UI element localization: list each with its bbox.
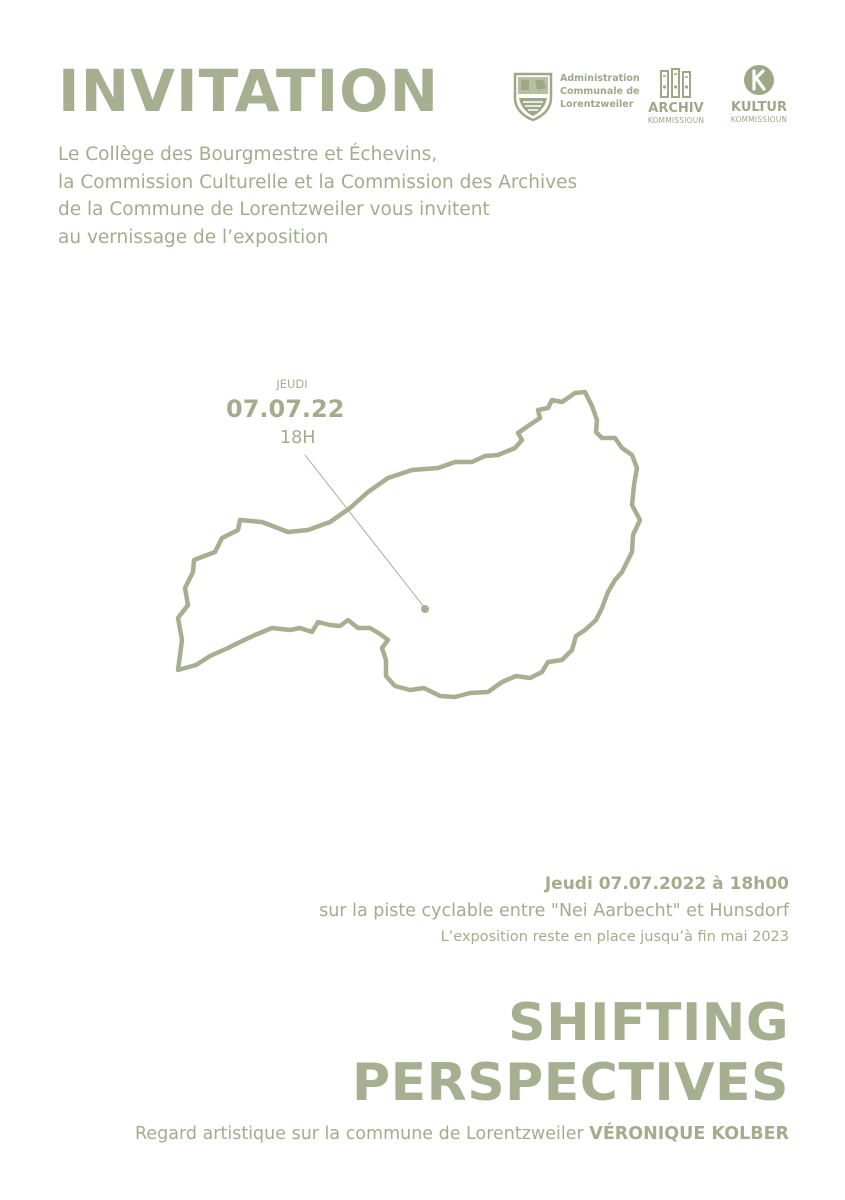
map-day-label: JEUDI: [276, 377, 308, 391]
k-circle-icon: [742, 63, 776, 97]
event-duration: L’exposition reste en place jusqu’à fin mai 2023: [440, 929, 789, 945]
intro-line: de la Commune de Lorentzweiler vous invitent: [58, 199, 490, 220]
location-dot: [421, 605, 429, 613]
intro-line: Le Collège des Bourgmestre et Échevins,: [58, 144, 438, 165]
kultur-sub: KOMMISSIOUN: [730, 115, 788, 124]
coat-of-arms-icon: [513, 72, 553, 122]
exhibition-title-line: PERSPECTIVES: [352, 1053, 789, 1113]
artist-name: VÉRONIQUE KOLBER: [589, 1124, 789, 1144]
administration-logo: [513, 72, 640, 122]
invitation-title: INVITATION: [58, 57, 440, 125]
intro-line: au vernissage de l’exposition: [58, 226, 329, 248]
administration-line: Administration: [560, 73, 640, 84]
administration-line: Lorentzweiler: [560, 99, 634, 110]
kultur-logo: [727, 63, 791, 125]
intro-line: la Commission Culturelle et la Commission des Archives: [58, 171, 578, 193]
archive-binders-icon: [659, 68, 693, 98]
invitation-intro: [58, 141, 577, 251]
map-date-label: 07.07.22: [226, 395, 345, 423]
event-date: Jeudi 07.07.2022 à 18h00: [544, 874, 789, 894]
archiv-name: ARCHIV: [648, 101, 704, 116]
kultur-name: KULTUR: [731, 100, 787, 115]
event-details: [319, 871, 789, 949]
commune-outline: [178, 392, 640, 697]
exhibition-subline: [135, 1124, 789, 1144]
pointer-line: [305, 455, 424, 607]
administration-name: [560, 72, 640, 111]
archiv-logo: [645, 68, 707, 124]
exhibition-title-line: SHIFTING: [508, 993, 789, 1053]
administration-line: Communale de: [560, 86, 640, 97]
commune-map: [0, 360, 845, 720]
exhibition-subtitle: Regard artistique sur la commune de Lorentzweiler: [135, 1124, 584, 1144]
exhibition-title: [352, 993, 789, 1113]
event-place: sur la piste cyclable entre "Nei Aarbecht" et Hunsdorf: [319, 901, 789, 921]
archiv-sub: KOMMISSIOUN: [647, 116, 705, 125]
map-hour-label: 18H: [280, 428, 316, 448]
